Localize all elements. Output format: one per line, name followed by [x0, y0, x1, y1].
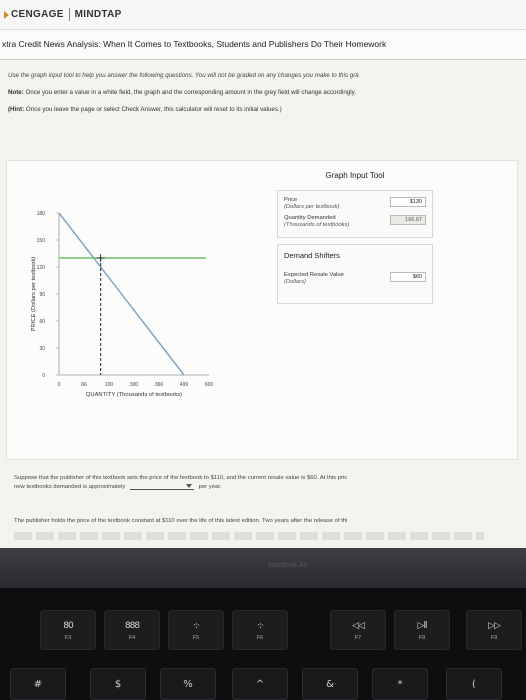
rewind-icon: ◁◁: [352, 621, 364, 631]
cropped-text-line: [14, 532, 484, 540]
x-tick-label: 366: [154, 382, 164, 388]
question-2: The publisher holds the price of the textbook constant at $110 over the life of this latest edition. Two years after the release of thi: [14, 518, 348, 524]
key-ampersand[interactable]: &: [302, 668, 358, 700]
key-hash[interactable]: #: [10, 668, 66, 700]
instructions: [0, 62, 526, 142]
launchpad-icon: 888: [124, 621, 140, 631]
key-percent[interactable]: %: [160, 668, 216, 700]
price-row: [284, 197, 426, 210]
key-paren[interactable]: (: [446, 668, 502, 700]
quantity-label-sub: (Thousands of textbooks): [284, 221, 350, 228]
quantity-label: [284, 215, 349, 228]
chevron-down-icon: [186, 484, 192, 488]
demand-shifters-box: [277, 244, 433, 304]
keyboard: [0, 588, 526, 700]
y-tick-label: 0: [42, 373, 45, 379]
demand-curve: [59, 213, 184, 375]
x-tick-label: 100: [104, 382, 114, 388]
key-caret[interactable]: ^: [232, 668, 288, 700]
x-tick-label: 66: [81, 382, 87, 388]
bezel-label: MacBook Air: [268, 562, 308, 569]
note-text: Once you enter a value in a white field, the graph and the corresponding amount in the grey field will change accordingly.: [23, 89, 356, 96]
key-f8[interactable]: [394, 610, 450, 650]
question-1-prefix: new textbooks demanded is approximately: [14, 484, 126, 491]
instructions-line: Use the graph input tool to help you answer the following questions. You will not be graded on any changes you make to this gra: [8, 72, 359, 79]
hint-label: (Hint:: [8, 106, 25, 113]
keyboard-light-up-icon: ·:·: [257, 621, 263, 631]
note-line: [8, 89, 526, 96]
x-axis-label: QUANTITY (Thousands of textbooks): [85, 392, 183, 398]
key-f9[interactable]: [466, 610, 522, 650]
quantity-row: [284, 215, 426, 228]
key-label: F8: [418, 635, 426, 641]
price-input[interactable]: $130: [390, 197, 426, 207]
key-f4[interactable]: [104, 610, 160, 650]
question-1-line-2: [14, 483, 526, 492]
keyboard-light-down-icon: ·:·: [193, 621, 199, 631]
brand-mindtap[interactable]: MINDTAP: [74, 9, 122, 20]
fast-forward-icon: ▷▷: [488, 621, 500, 631]
key-f5[interactable]: [168, 610, 224, 650]
y-tick-label: 30: [39, 346, 45, 352]
key-label: F3: [64, 635, 72, 641]
key-f6[interactable]: [232, 610, 288, 650]
key-label: F9: [490, 635, 498, 641]
y-tick-label: 150: [36, 238, 45, 244]
quantity-dropdown[interactable]: [130, 483, 194, 490]
app-header: [0, 0, 526, 30]
y-tick-label: 90: [39, 292, 45, 298]
quantity-label-text: Quantity Demanded: [284, 215, 336, 221]
x-tick-label: 600: [204, 382, 214, 388]
y-tick-label: 120: [36, 265, 45, 271]
cengage-logo-icon: [4, 11, 9, 19]
key-f7[interactable]: [330, 610, 386, 650]
graph-panel: [6, 160, 518, 460]
note-label: Note:: [8, 89, 24, 96]
y-tick-label: 180: [36, 211, 45, 217]
x-tick-label: 0: [57, 382, 61, 388]
resale-label-sub: (Dollars): [284, 278, 306, 285]
mission-control-icon: 80: [63, 621, 73, 631]
key-label: F4: [128, 635, 136, 641]
question-1: [14, 474, 526, 492]
resale-label: [284, 272, 344, 285]
key-dollar[interactable]: $: [90, 668, 146, 700]
key-label: F6: [256, 635, 264, 641]
y-tick-label: 60: [39, 319, 45, 325]
x-tick-label: 300: [129, 382, 139, 388]
hint-text: Once you leave the page or select Check Answer, this calculator will reset to its initial values.): [24, 106, 282, 113]
question-1-suffix: per year.: [198, 484, 222, 491]
key-asterisk[interactable]: *: [372, 668, 428, 700]
laptop-bezel: [0, 548, 526, 588]
hint-line: [8, 106, 526, 113]
assignment-title: xtra Credit News Analysis: When It Comes to Textbooks, Students and Publishers Do Their Homework: [0, 30, 526, 60]
question-1-line-1: Suppose that the publisher of this textbook sets the price of the textbook to $110, and the current resale value is $60. At this pric: [14, 475, 348, 481]
quantity-output: 166.67: [390, 215, 426, 225]
price-label-text: Price: [284, 197, 298, 203]
resale-input[interactable]: $60: [390, 272, 426, 282]
tool-title: Graph Input Tool: [325, 171, 385, 180]
shifters-title: Demand Shifters: [284, 251, 340, 260]
demand-chart[interactable]: [7, 161, 269, 411]
price-label: [284, 197, 339, 210]
key-label: F7: [354, 635, 362, 641]
resale-row: [284, 272, 426, 285]
y-axis-label: PRICE (Dollars per textbook): [31, 256, 37, 332]
price-label-sub: (Dollars per textbook): [284, 203, 340, 210]
graph-input-tool: [277, 171, 433, 341]
key-label: F5: [192, 635, 200, 641]
play-pause-icon: ▷ll: [417, 621, 427, 631]
resale-label-text: Expected Resale Value: [284, 272, 344, 278]
key-f3[interactable]: [40, 610, 96, 650]
x-tick-label: 499: [179, 382, 189, 388]
brand-cengage[interactable]: CENGAGE: [11, 9, 64, 20]
tool-inputs-box: [277, 190, 433, 238]
brand-divider: [69, 8, 70, 21]
